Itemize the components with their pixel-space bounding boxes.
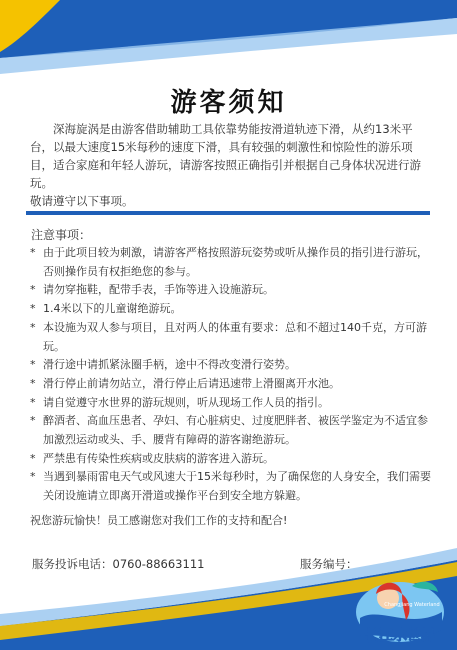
list-item <box>30 375 432 394</box>
complaint-hotline: 服务投诉电话：0760-88663111 <box>32 557 205 571</box>
list-item <box>30 468 432 505</box>
bullet: * <box>30 302 36 316</box>
logo-text: 长江水世界 <box>365 628 435 644</box>
list-item-text: 本设施为双人参与项目，且对两人的体重有要求：总和不超过140千克，方可游玩。 <box>43 320 427 353</box>
list-item-text: 请勿穿拖鞋，配带手表，手饰等进入设施游玩。 <box>43 283 274 297</box>
page-title: 游客须知 <box>170 88 287 118</box>
intro-closing: 敬请遵守以下事项。 <box>30 194 134 208</box>
list-item <box>30 319 432 356</box>
intro-paragraph: 深海旋涡是由游客借助辅助工具依靠势能按滑道轨迹下滑，从约13米平台，以最大速度15米每秒的速度下滑，具有较强的刺激性和惊险性的游乐项目，适合家庭和年轻人游玩，请游客按照正确指引并根据自己身体状况进行游玩。 <box>30 122 421 190</box>
notice-list <box>30 244 432 506</box>
bullet: * <box>30 283 36 297</box>
intro-section <box>30 120 430 210</box>
list-item-text: 1.4米以下的儿童谢绝游玩。 <box>43 302 182 316</box>
logo-small-text: Changjiang Waterland <box>384 602 440 608</box>
bullet: * <box>30 451 36 465</box>
list-item <box>30 300 432 319</box>
bullet: * <box>30 376 36 390</box>
bullet: * <box>30 395 36 409</box>
notice-title: 注意事项： <box>31 228 92 242</box>
list-item-text: 当遇到暴雨雷电天气或风速大于15米每秒时，为了确保您的人身安全，我们需要关闭设施请立即离开滑道或操作平台到安全地方躲避。 <box>43 470 431 503</box>
bullet: * <box>30 470 36 484</box>
bullet: * <box>30 246 36 259</box>
list-item-text: 严禁患有传染性疾病或皮肤病的游客进入游玩。 <box>43 451 274 465</box>
list-item <box>30 450 432 469</box>
list-item-text: 醉酒者、高血压患者、孕妇、有心脏病史、过度肥胖者、被医学鉴定为不适宜参加激烈运动或头、手、腰背有障碍的游客谢绝游玩。 <box>43 414 428 447</box>
list-item <box>30 394 432 413</box>
list-item <box>30 281 432 300</box>
waterworld-logo <box>350 560 450 650</box>
list-item-text: 滑行停止前请勿站立，滑行停止后请迅速带上滑圈离开水池。 <box>43 376 340 390</box>
bullet: * <box>30 414 36 428</box>
divider <box>26 211 430 215</box>
list-item-text: 滑行途中请抓紧泳圈手柄，途中不得改变滑行姿势。 <box>43 358 296 372</box>
thanks-message: 祝您游玩愉快！员工感谢您对我们工作的支持和配合! <box>30 514 288 527</box>
list-item <box>30 356 432 375</box>
bullet: * <box>30 320 36 334</box>
bullet: * <box>30 358 36 372</box>
list-item-text: 请自觉遵守水世界的游玩规则，听从现场工作人员的指引。 <box>43 395 329 409</box>
list-item-text: 由于此项目较为刺激，请游客严格按照游玩姿势或听从操作员的指引进行游玩，否则操作员有权拒绝您的参与。 <box>43 246 428 278</box>
service-number-label: 服务编号： <box>300 557 358 571</box>
list-item <box>30 412 432 449</box>
list-item <box>30 244 432 281</box>
